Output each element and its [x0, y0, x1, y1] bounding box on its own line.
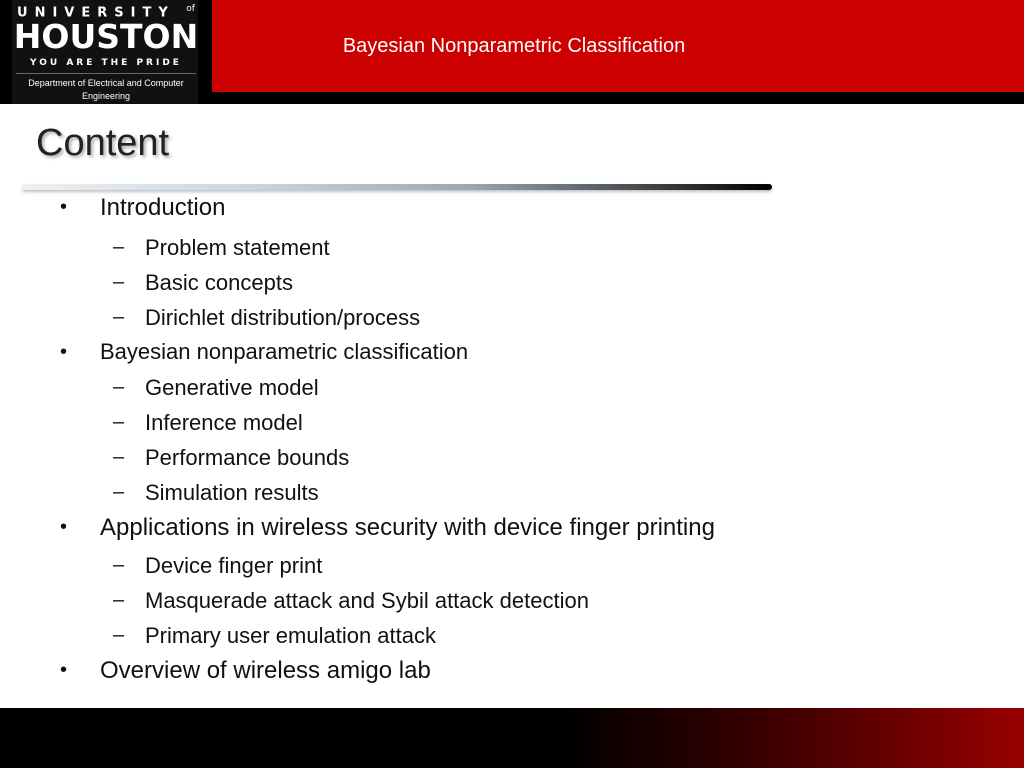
dash-icon: –	[113, 236, 125, 258]
dash-icon: –	[113, 554, 125, 576]
sub-bullet-text: Inference model	[145, 410, 303, 435]
bullet-text: Applications in wireless security with device finger printing	[100, 514, 715, 541]
dash-icon: –	[113, 624, 125, 646]
department-name: Department of Electrical and Computer Engineering	[28, 78, 184, 101]
sub-bullet-text: Primary user emulation attack	[145, 623, 436, 648]
bullet-icon: •	[60, 196, 68, 218]
presentation-title: Bayesian Nonparametric Classification	[342, 34, 686, 57]
logo-tagline: YOU ARE THE PRIDE	[30, 58, 182, 68]
sub-bullet-text: Dirichlet distribution/process	[145, 305, 421, 330]
logo-houston: HOUSTON	[13, 17, 199, 56]
sub-bullet-text: Basic concepts	[145, 270, 293, 295]
bullet-text: Overview of wireless amigo lab	[100, 657, 431, 684]
bullet-icon: •	[60, 341, 68, 363]
sub-bullet-text: Masquerade attack and Sybil attack detection	[145, 588, 589, 613]
dash-icon: –	[113, 271, 125, 293]
title-underline	[22, 184, 772, 190]
dash-icon: –	[113, 411, 125, 433]
dash-icon: –	[113, 376, 125, 398]
bullet-text: Bayesian nonparametric classification	[100, 339, 469, 364]
logo-university-text: UNIVERSITY	[17, 5, 175, 21]
sub-bullet-text: Simulation results	[145, 480, 319, 505]
sub-bullet-text: Performance bounds	[145, 445, 350, 470]
dash-icon: –	[113, 306, 125, 328]
footer-bar	[0, 708, 1024, 768]
bullet-text: Introduction	[100, 194, 226, 221]
dash-icon: –	[113, 589, 125, 611]
slide-title: Content	[36, 122, 170, 164]
sub-bullet-text: Problem statement	[145, 235, 330, 260]
logo-divider	[16, 73, 196, 74]
university-logo	[0, 0, 212, 104]
sub-bullet-text: Generative model	[145, 375, 319, 400]
bullet-icon: •	[60, 516, 68, 538]
bullet-icon: •	[60, 659, 68, 681]
dash-icon: –	[113, 446, 125, 468]
logo-of-text: of	[186, 4, 195, 14]
sub-bullet-text: Device finger print	[145, 553, 323, 578]
dash-icon: –	[113, 481, 125, 503]
